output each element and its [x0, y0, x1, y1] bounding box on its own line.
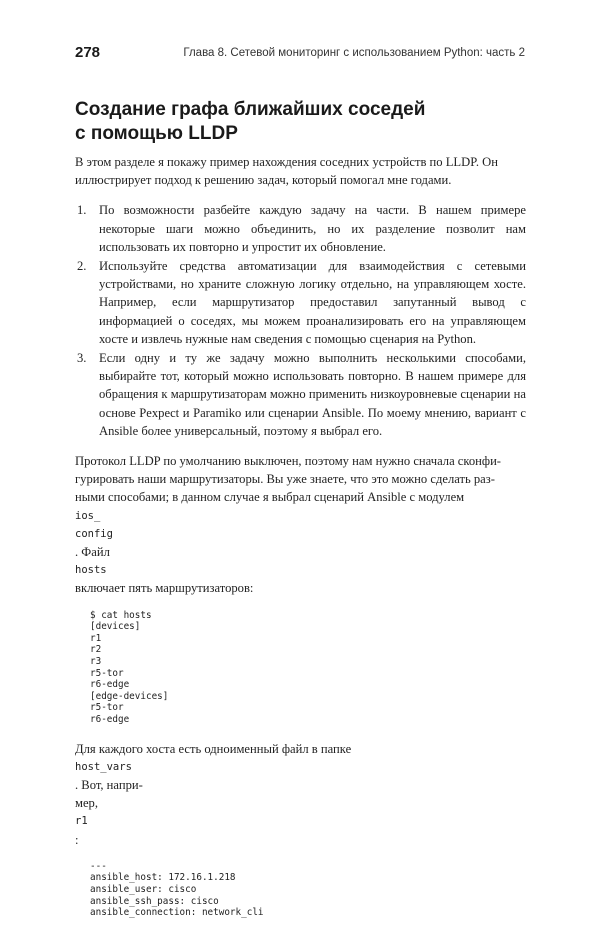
list-item	[77, 257, 526, 348]
inline-code-module: ios_	[75, 509, 101, 522]
text-fragment: Для каждого хоста есть одноименный файл в папке	[75, 741, 352, 756]
inline-code-host: r1	[75, 815, 88, 828]
paragraph-line: гурировать наши маршрутизаторы. Вы уже знаете, что это можно сделать раз-	[75, 472, 495, 487]
approach-list	[75, 201, 526, 440]
page-number: 278	[75, 44, 101, 61]
inline-code-filename: hosts	[75, 564, 107, 577]
section-heading	[75, 98, 535, 146]
list-item-text: По возможности разбейте каждую задачу на части. В нашем примере некоторые шаги можно объединить, но их разделение позволит нам использовать их повторно и упростит их обновление.	[99, 203, 526, 254]
code-line: [devices]	[90, 621, 141, 633]
lldp-paragraph	[75, 452, 526, 598]
code-line: r6-edge	[90, 679, 130, 691]
intro-line: В этом разделе я покажу пример нахождения соседних устройств по LLDP. Он	[75, 155, 498, 169]
code-line: r2	[90, 644, 102, 656]
list-item-text: Если одну и ту же задачу можно выполнить несколькими способами, выбирайте тот, который можно использовать повторно. В нашем примере для обращения к маршрутизаторам можно применить низкоуровневые сценарии на основе Pexpect и Paramiko или сценарии Ansible. По моему мнению, вариант с Ansible более универсальный, поэтому я выбрал его.	[99, 351, 526, 438]
code-line: r6-edge	[90, 714, 130, 726]
paragraph-line	[75, 794, 526, 849]
text-fragment: :	[75, 832, 79, 847]
list-item-number: 3.	[77, 351, 87, 366]
text-fragment: ными способами; в данном случае я выбрал сценарий Ansible с модулем	[75, 490, 465, 505]
code-block-r1-vars	[90, 861, 526, 919]
inline-code-module: config	[75, 527, 113, 540]
code-line: r3	[90, 656, 102, 668]
list-item	[77, 201, 526, 256]
section-heading-line: Создание графа ближайших соседей	[75, 99, 426, 120]
code-line: ansible_host: 172.16.1.218	[90, 872, 236, 884]
code-line: ansible_ssh_pass: cisco	[90, 895, 219, 907]
code-line: $ cat hosts	[90, 609, 152, 621]
code-line: ansible_connection: network_cli	[90, 907, 264, 919]
code-line: ---	[90, 860, 107, 872]
code-line: r1	[90, 632, 102, 644]
paragraph-line	[75, 488, 526, 524]
list-item-text: Используйте средства автоматизации для взаимодействия с сетевыми устройствами, но храните сложную логику отдельно, на управляющем хосте. Например, если маршрутизатор предоставил запутанный вывод с информацией о соседях, мы можем проанализировать его на управляющем хосте и извлечь нужные нам сведения с помощью сценария на Python.	[99, 259, 526, 346]
paragraph-line: Протокол LLDP по умолчанию выключен, поэтому нам нужно сначала сконфи-	[75, 454, 502, 469]
code-line: r5-tor	[90, 702, 124, 714]
running-header: Глава 8. Сетевой мониторинг с использованием Python: часть 2	[183, 47, 525, 59]
intro-paragraph	[75, 153, 526, 189]
code-line: r5-tor	[90, 667, 124, 679]
text-fragment: включает пять маршрутизаторов:	[75, 581, 254, 596]
host-vars-paragraph	[75, 740, 526, 849]
paragraph-line	[75, 740, 526, 795]
intro-line: иллюстрирует подход к решению задач, который помогал мне годами.	[75, 173, 452, 188]
text-fragment: . Файл	[75, 545, 110, 560]
list-item-number: 2.	[77, 259, 87, 274]
list-item-number: 1.	[77, 203, 87, 218]
code-block-hosts	[90, 610, 526, 726]
list-item	[77, 349, 526, 440]
code-line: [edge-devices]	[90, 690, 169, 702]
text-fragment: мер,	[75, 796, 99, 811]
inline-code-folder: host_vars	[75, 760, 132, 773]
section-heading-line: с помощью LLDP	[75, 123, 238, 144]
paragraph-line	[75, 525, 526, 598]
code-line: ansible_user: cisco	[90, 884, 197, 896]
body-text	[75, 153, 526, 933]
text-fragment: . Вот, напри-	[75, 778, 143, 793]
